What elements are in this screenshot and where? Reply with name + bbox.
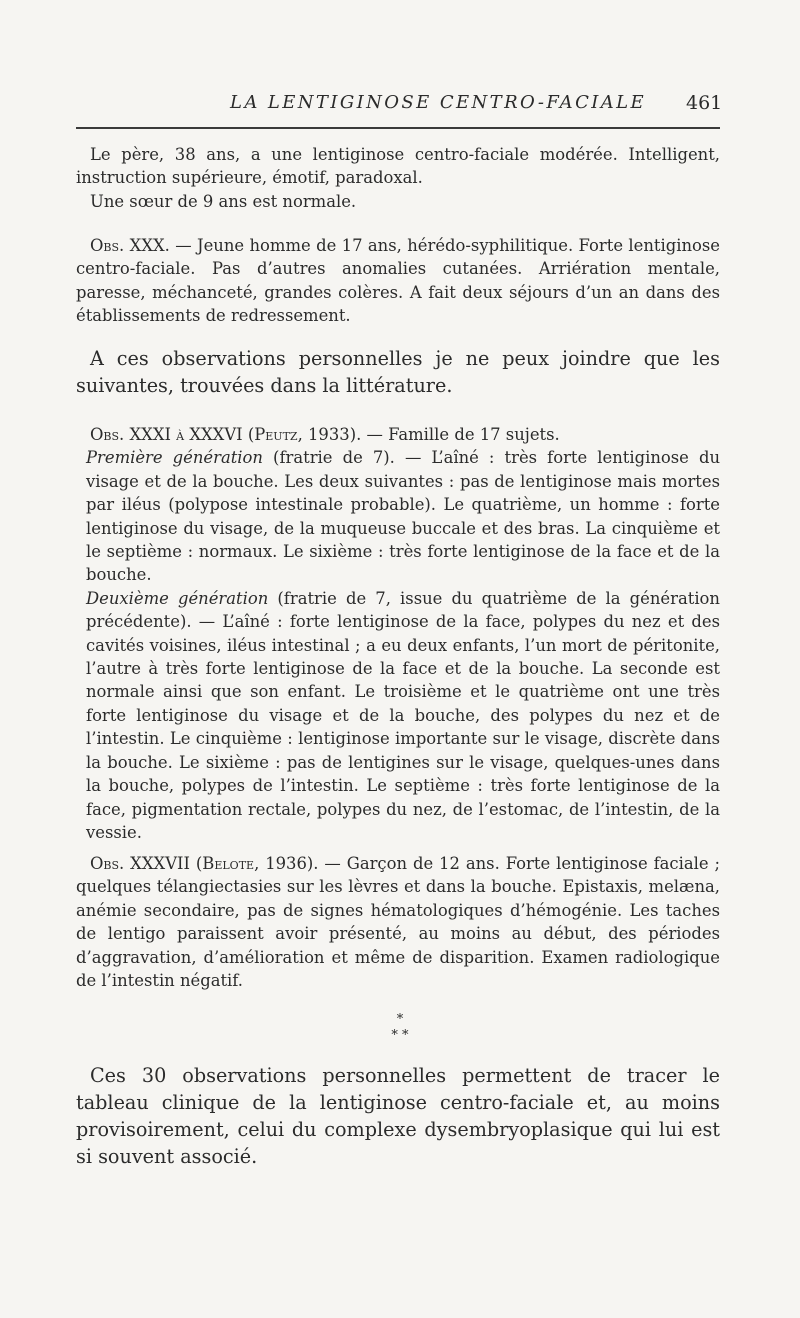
observation-31-36: [76, 423, 720, 844]
observation-30: [76, 234, 720, 328]
intro-paragraph-text: A ces observations personnelles je ne peux joindre que les suivantes, trouvées dans la littérature.: [76, 347, 720, 397]
header-rule: [76, 127, 720, 129]
observation-30-label: Obs. XXX.: [90, 236, 170, 255]
observation-37: [76, 852, 720, 992]
asterism-bottom: * *: [391, 1028, 409, 1043]
generation-2-title: Deuxième génération: [86, 588, 269, 608]
intro-paragraph: [76, 345, 720, 399]
observation-37-body: , 1936). — Garçon de 12 ans. Forte lentiginose faciale ; quelques télangiectasies sur les lèvres et dans la bouche. Epistaxis, melæna, anémie secondaire, pas de signes hématologiques d’hémogénie. Les taches de lentigo paraissent avoir présenté, au moins au début, des périodes d’aggravation, d’amélioration et même de disparition. Examen radiologique de l’intestin négatif.: [76, 854, 721, 991]
asterism: [0, 1012, 800, 1044]
observation-31-heading: [76, 423, 720, 446]
generation-1-paragraph: [76, 446, 720, 586]
paragraph-sister-text: Une sœur de 9 ans est normale.: [90, 191, 357, 211]
conclusion-paragraph-text: Ces 30 observations personnelles permettent de tracer le tableau clinique de la lentiginose centro-faciale et, au moins provisoirement, celui du complexe dysembryoplasique qui lui est si souvent associé.: [76, 1064, 720, 1168]
generation-1-title: Première génération: [86, 448, 263, 468]
page-header: [0, 92, 800, 122]
observation-31-tail: , 1933). — Famille de 17 sujets.: [297, 425, 560, 444]
page-number: 461: [686, 92, 723, 114]
observation-37-author: Belote: [202, 854, 255, 873]
observation-37-label: Obs. XXXVII (: [90, 854, 203, 873]
paragraph-father: [76, 143, 720, 213]
observation-30-text: [76, 234, 720, 328]
running-title: LA LENTIGINOSE CENTRO-FACIALE: [230, 92, 647, 113]
paragraph-father-text: Le père, 38 ans, a une lentiginose centro-faciale modérée. Intelligent, instruction supérieure, émotif, paradoxal.: [76, 145, 720, 188]
generation-2-text: (fratrie de 7, issue du quatrième de la génération précédente). — L’aîné : forte lentiginose de la face, polypes du nez et des cavités voisines, iléus intestinal ; a eu deux enfants, l’un mort de péritonite, l’autre à très forte lentiginose de la face et de la bouche. La seconde est normale ainsi que son enfant. Le troisième et le quatrième ont une très forte lentiginose du visage et de la bouche, des polypes du nez et de l’intestin. Le cinquième : lentiginose importante sur le visage, discrète dans la bouche. Le sixième : pas de lentigines sur le visage, quelques-unes dans la bouche, polypes de l’intestin. Le septième : très forte lentiginose de la face, pigmentation rectale, polypes du nez, de l’estomac, de l’intestin, de la vessie.: [86, 588, 720, 842]
conclusion-paragraph: [76, 1062, 720, 1170]
generation-1-text: (fratrie de 7). — L’aîné : très forte lentiginose du visage et de la bouche. Les deux suivantes : pas de lentiginose mais mortes par iléus (polypose intestinale probable). Le quatrième, un homme : forte lentiginose du visage, de la muqueuse buccale et des bras. La cinquième et le septième : normaux. Le sixième : très forte lentiginose de la face et de la bouche.: [86, 448, 721, 585]
observation-37-text: [76, 852, 720, 992]
generation-2-paragraph: [76, 587, 720, 844]
observation-31-label: Obs. XXXI à XXXVI (: [90, 425, 255, 444]
observation-31-author: Peutz: [254, 425, 298, 444]
asterism-top: *: [396, 1012, 404, 1027]
observation-30-body: — Jeune homme de 17 ans, hérédo-syphilitique. Forte lentiginose centro-faciale. Pas d’autres anomalies cutanées. Arriération mentale, paresse, méchanceté, grandes colères. A fait deux séjours d’un an dans des établissements de redressement.: [76, 236, 720, 326]
